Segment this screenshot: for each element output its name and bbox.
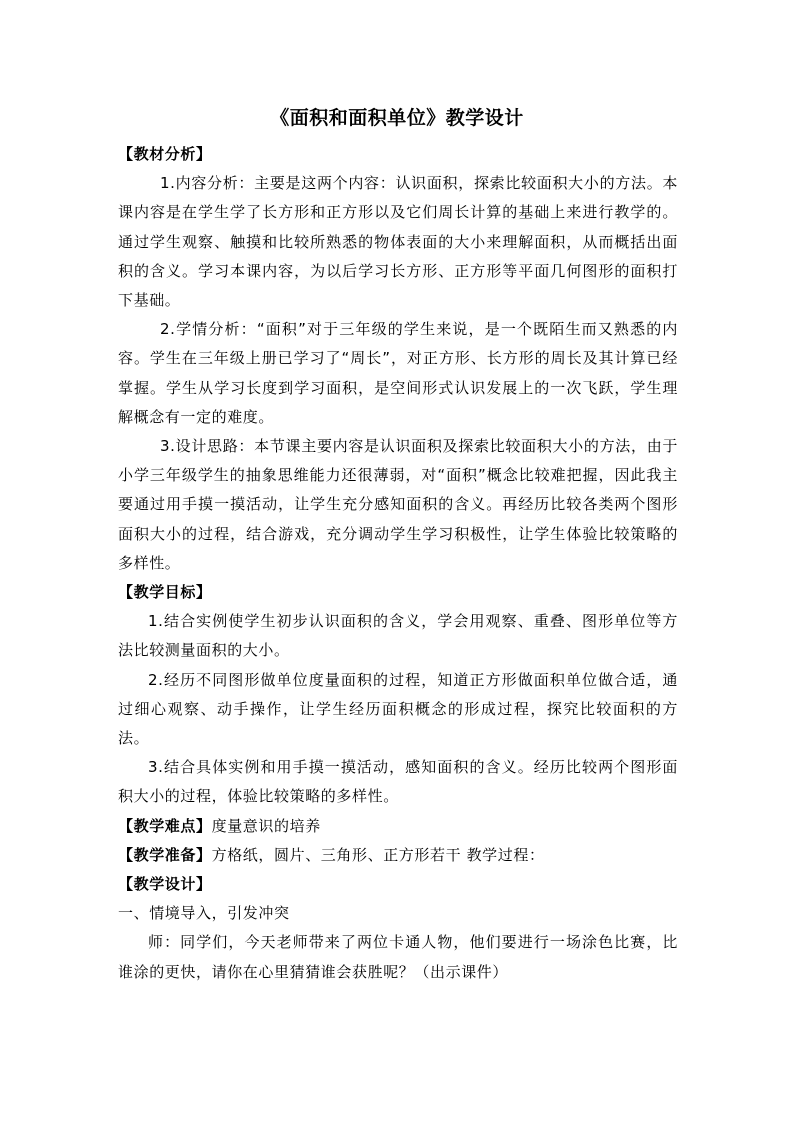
difficulty-label: 【教学难点】: [118, 816, 212, 835]
paragraph-content-analysis: 1.内容分析：主要是这两个内容：认识面积，探索比较面积大小的方法。本课内容是在学生学了长方形和正方形以及它们周长计算的基础上来进行教学的。通过学生观察、触摸和比较所熟悉的物体表面的大小来理解面积，从而概括出面积的含义。学习本课内容，为以后学习长方形、正方形等平面几何图形的面积打下基础。: [118, 174, 678, 310]
design-paragraph-1: 师：同学们，今天老师带来了两位卡通人物，他们要进行一场涂色比赛，比谁涂的更快，请你在心里猜猜谁会获胜呢？（出示课件）: [118, 933, 678, 981]
preparation-text: 方格纸，圆片、三角形、正方形若干 教学过程：: [211, 845, 545, 864]
document-body: [118, 140, 678, 987]
design-step-1: 一、情境导入，引发冲突: [118, 904, 290, 923]
goal-item-3: 3.结合具体实例和用手摸一摸活动，感知面积的含义。经历比较两个图形面积大小的过程，体验比较策略的多样性。: [118, 758, 678, 806]
section-heading-design: 【教学设计】: [118, 875, 212, 894]
preparation-line: [118, 841, 678, 870]
goal-item-1: 1.结合实例使学生初步认识面积的含义，学会用观察、重叠、图形单位等方法比较测量面积的大小。: [118, 612, 678, 660]
goal-item-2: 2.经历不同图形做单位度量面积的过程，知道正方形做面积单位做合适，通过细心观察、动手操作，让学生经历面积概念的形成过程，探究比较面积的方法。: [118, 670, 678, 748]
difficulty-text: 度量意识的培养: [211, 816, 321, 835]
section-heading-goals: 【教学目标】: [118, 583, 212, 602]
paragraph-student-analysis: 2.学情分析：“面积”对于三年级的学生来说，是一个既陌生而又熟悉的内容。学生在三年级上册已学习了“周长”，对正方形、长方形的周长及其计算已经掌握。学生从学习长度到学习面积，是空间形式认识发展上的一次飞跃，学生理解概念有一定的难度。: [118, 320, 678, 426]
section-heading-material: 【教材分析】: [118, 145, 212, 163]
difficulty-line: [118, 812, 678, 841]
paragraph-design-idea: 3.设计思路：本节课主要内容是认识面积及探索比较面积大小的方法，由于小学三年级学生的抽象思维能力还很薄弱，对“面积”概念比较难把握，因此我主要通过用手摸一摸活动，让学生充分感知面积的含义。再经历比较各类两个图形面积大小的过程，结合游戏，充分调动学生学习积极性，让学生体验比较策略的多样性。: [118, 437, 678, 572]
preparation-label: 【教学准备】: [118, 845, 212, 864]
document-title: 《面积和面积单位》教学设计: [270, 107, 524, 129]
